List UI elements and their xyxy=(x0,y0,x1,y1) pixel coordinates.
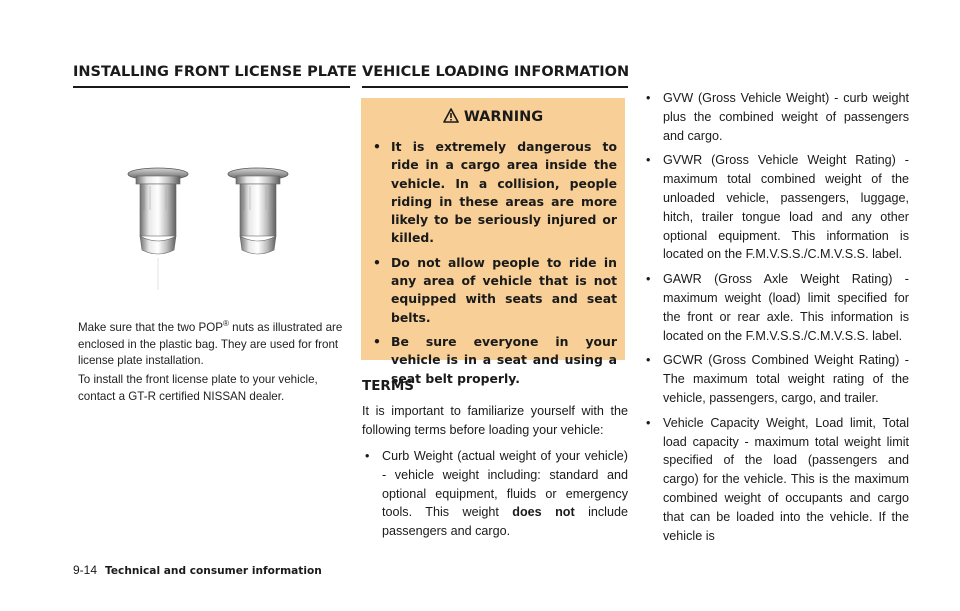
terms-list-middle xyxy=(362,447,628,547)
terms-heading: TERMS xyxy=(362,378,414,394)
pop-nut-right xyxy=(228,168,288,254)
term-curb-text: Curb Weight (actual weight of your vehicle) - vehicle weight including: standard and optional equipment, fluids or emergency tools. This weight xyxy=(382,449,628,520)
pop-nut-left xyxy=(128,168,188,290)
warning-header xyxy=(361,108,625,126)
warning-item: • It is extremely dangerous to ride in a cargo area inside the vehicle. In a collision, people riding in these areas are more likely to be seriously injured or killed. xyxy=(373,138,617,248)
term-gvwr: • GVWR (Gross Vehicle Weight Rating) - maximum total combined weight of the unloaded vehicle, passengers, luggage, hitch, trailer tongue load and any other optional equipment. This information is located on the F.M.V.S.S./C.M.V.S.S. label. xyxy=(643,151,909,264)
terms-list-right xyxy=(643,89,909,551)
caption-dealer: To install the front license plate to your vehicle, contact a GT-R certified NISSAN dealer. xyxy=(78,373,318,403)
term-capacity-weight: • Vehicle Capacity Weight, Load limit, Total load capacity - maximum total weight limit specified of the load (passengers and cargo) for the vehicle. This is the maximum combined weight of occupants and cargo that can be loaded into the vehicle. If the vehicle is xyxy=(643,414,909,546)
term-curb-text-end: include passengers and cargo. xyxy=(382,505,628,539)
caption-text-before: Make sure that the two POP xyxy=(78,321,223,334)
terms-intro: It is important to familiarize yourself with the following terms before loading your vehicle: xyxy=(362,404,628,437)
heading-rule-left xyxy=(73,86,350,88)
registered-mark: ® xyxy=(223,319,229,329)
warning-title: WARNING xyxy=(463,109,544,125)
footer-section-title: Technical and consumer information xyxy=(105,565,322,577)
term-gvw: • GVW (Gross Vehicle Weight) - curb weight plus the combined weight of passengers and cargo. xyxy=(643,89,909,145)
caption-pop-nuts xyxy=(78,320,350,370)
warning-item: • Be sure everyone in your vehicle is in a seat and using a seat belt properly. xyxy=(373,333,617,388)
term-curb-weight xyxy=(362,447,628,541)
term-curb-emphasis: does not xyxy=(512,505,575,520)
section-heading-vehicle-loading: VEHICLE LOADING INFORMATION xyxy=(362,64,630,80)
warning-triangle-icon xyxy=(443,108,459,123)
pop-nuts-illustration xyxy=(78,110,348,310)
section-heading-license-plate: INSTALLING FRONT LICENSE PLATE xyxy=(73,64,357,80)
page-number: 9-14 xyxy=(73,563,98,577)
caption-text-after: nuts as illustrated are enclosed in the plastic bag. They are used for front license plate installation. xyxy=(78,321,343,367)
heading-rule-middle xyxy=(362,86,628,88)
page-footer xyxy=(73,563,322,577)
warning-item: • Do not allow people to ride in any area of vehicle that is not equipped with seats and seat belts. xyxy=(373,254,617,327)
term-gawr: • GAWR (Gross Axle Weight Rating) - maximum weight (load) limit specified for the front or rear axle. This information is located on the F.M.V.S.S./C.M.V.S.S. label. xyxy=(643,270,909,345)
term-gcwr: • GCWR (Gross Combined Weight Rating) - The maximum total weight rating of the vehicle, passengers, cargo, and trailer. xyxy=(643,351,909,407)
warning-list xyxy=(373,138,617,394)
